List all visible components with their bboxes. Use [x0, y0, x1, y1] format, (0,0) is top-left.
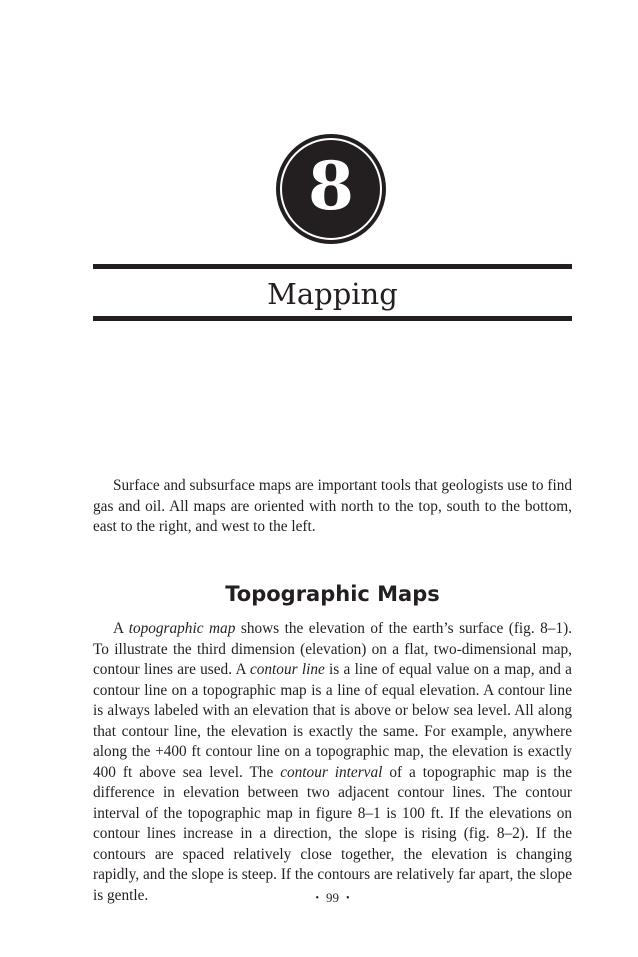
body-text-2: shows the elevation of the earth’s surface (fig. 8–1). To illustrate the third dimension (elevation) on a flat, two-dimensional map, contour lines are used. A	[93, 620, 573, 678]
chapter-number-badge	[276, 134, 386, 244]
term-contour-line: contour line	[249, 661, 325, 678]
bullet-icon: •	[315, 893, 319, 904]
title-rule-top	[93, 264, 572, 269]
page-number: 99	[326, 890, 339, 905]
title-rule-bottom	[93, 316, 572, 321]
body-text-3: is a line of equal value on a map, and a contour line on a topographic map is a line of equal elevation. A contour line is always labeled with an elevation that is above or below sea level. All along that contour line, the elevation is exactly the same. For example, anywhere along the +400 ft contour line on a topographic map, the elevation is exactly 400 ft above sea level. The	[93, 661, 572, 781]
intro-paragraph-text: Surface and subsurface maps are important tools that geologists use to find gas and oil. All maps are oriented with north to the top, south to the bottom, east to the right, and west to the left.	[93, 477, 572, 535]
body-paragraph	[93, 619, 572, 906]
chapter-title: Mapping	[267, 277, 398, 311]
page-footer	[93, 889, 572, 908]
bullet-icon: •	[346, 893, 350, 904]
section-heading: Topographic Maps	[225, 582, 440, 606]
term-contour-interval: contour interval	[280, 763, 383, 781]
intro-paragraph	[93, 476, 572, 538]
body-text-4: of a topographic map is the difference in elevation between two adjacent contour lines. The contour interval of the topographic map in figure 8–1 is 100 ft. If the elevations on contour lines increase in a direction, the slope is rising (fig. 8–2). If the contours are spaced relatively close together, the elevation is changing rapidly, and the slope is steep. If the contours are relatively far apart, the slope is gentle.	[93, 763, 572, 904]
body-text-1: A	[113, 620, 129, 637]
term-topographic-map: topographic map	[128, 620, 236, 637]
chapter-number: 8	[308, 147, 354, 225]
